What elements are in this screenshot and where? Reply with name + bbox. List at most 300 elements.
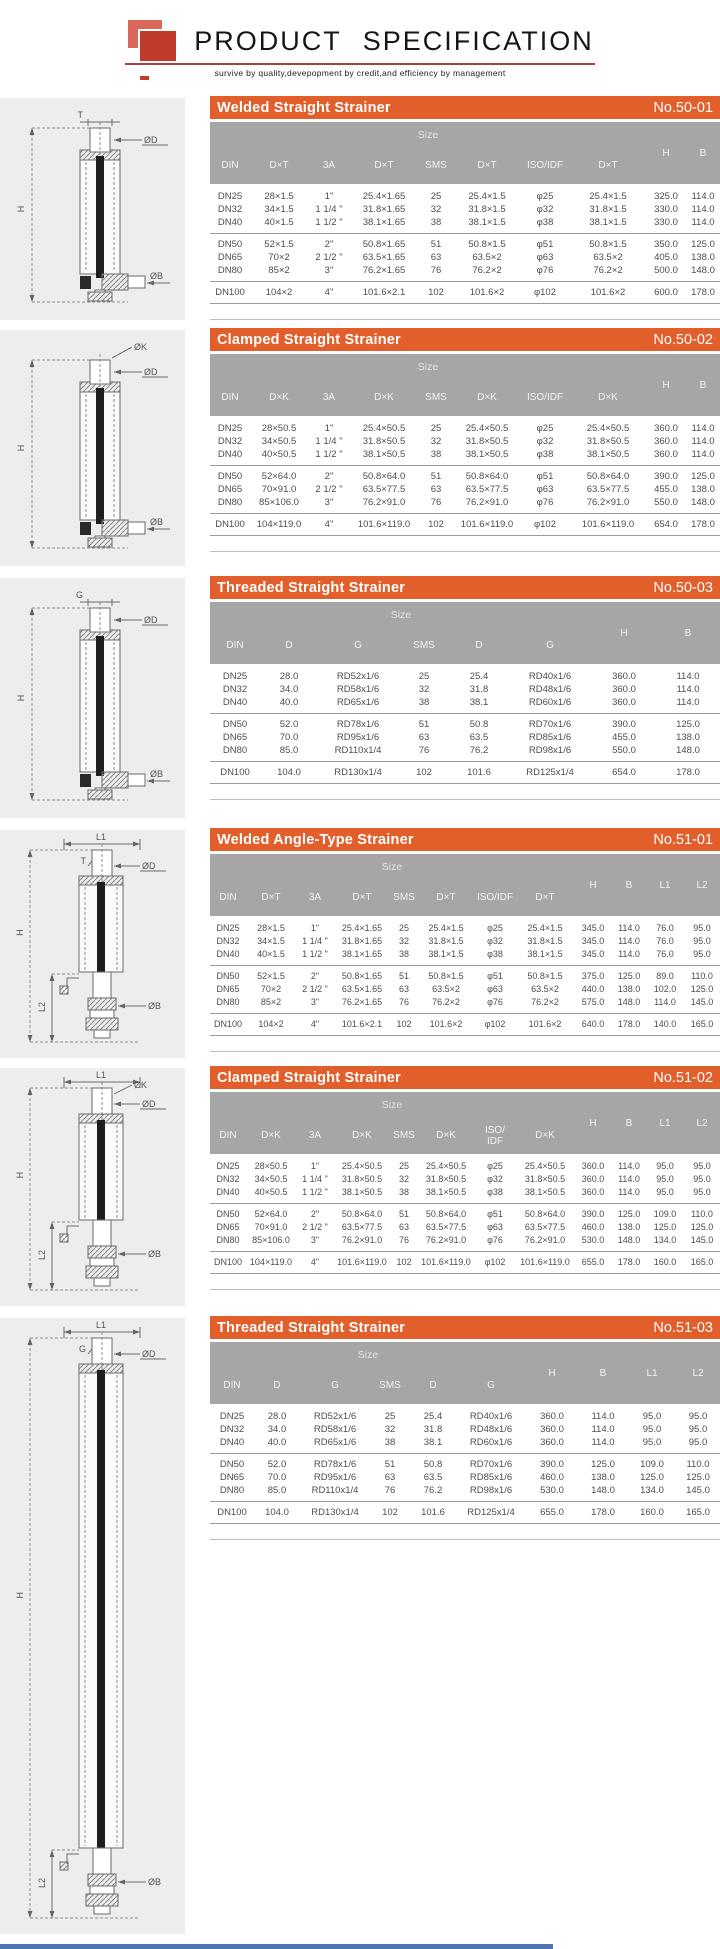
table-body bbox=[210, 1156, 720, 1274]
dim-label: H bbox=[16, 444, 26, 452]
cell: 160.0 bbox=[640, 1507, 664, 1518]
cell: 63 bbox=[430, 484, 442, 495]
dim-header: B bbox=[625, 1117, 633, 1129]
column-header: D×K bbox=[374, 392, 394, 404]
size-header: Size bbox=[381, 861, 403, 873]
column-header: D×T bbox=[598, 160, 618, 172]
cell: 4" bbox=[324, 519, 334, 530]
column-header: D bbox=[475, 640, 483, 652]
cell: 76.2×91.0 bbox=[362, 497, 406, 508]
cell: 1 1/2 " bbox=[315, 449, 343, 460]
table-end-rule bbox=[210, 1539, 720, 1540]
cell: DN40 bbox=[217, 449, 243, 460]
dim-label: L2 bbox=[37, 1249, 47, 1261]
cell: 63.5 bbox=[423, 1472, 443, 1483]
cell: 104×2 bbox=[265, 287, 293, 298]
dim-label: ØB bbox=[150, 769, 164, 779]
cell: DN100 bbox=[220, 767, 250, 778]
cell: φ32 bbox=[536, 436, 554, 447]
cell: 125.0 bbox=[591, 1459, 615, 1470]
cell: 85.0 bbox=[279, 745, 299, 756]
column-header: DIN bbox=[223, 1380, 241, 1392]
cell: 125.0 bbox=[690, 984, 714, 994]
cell: 51 bbox=[430, 471, 442, 482]
cell: RD95x1/6 bbox=[336, 732, 380, 743]
column-header: D×K bbox=[269, 392, 289, 404]
table-row bbox=[210, 1436, 720, 1449]
cell: 32 bbox=[398, 1174, 409, 1184]
cell: 178.0 bbox=[691, 287, 715, 298]
table-row bbox=[210, 435, 720, 448]
cell: 50.8×1.5 bbox=[589, 239, 627, 250]
column-header: D bbox=[285, 640, 293, 652]
cell: φ102 bbox=[484, 1019, 506, 1029]
table-row bbox=[210, 983, 720, 996]
logo-square-front bbox=[138, 29, 178, 63]
cell: DN50 bbox=[216, 971, 240, 981]
cell: 114.0 bbox=[691, 423, 715, 434]
row-group bbox=[210, 1156, 720, 1203]
cell: 2" bbox=[310, 1209, 320, 1219]
cell: 28.0 bbox=[267, 1411, 287, 1422]
cell: 125.0 bbox=[691, 471, 715, 482]
cell: 70×2 bbox=[260, 984, 282, 994]
table-number: No.50-02 bbox=[653, 331, 713, 348]
cell: 160.0 bbox=[653, 1257, 677, 1267]
cell: 360.0 bbox=[654, 436, 678, 447]
cell: 345.0 bbox=[581, 936, 605, 946]
cell: 51 bbox=[398, 1209, 409, 1219]
cell: 138.0 bbox=[617, 984, 641, 994]
dim-label: ØB bbox=[148, 1249, 162, 1259]
cell: 114.0 bbox=[591, 1411, 615, 1422]
cell: 34×50.5 bbox=[254, 1174, 288, 1184]
row-group bbox=[210, 1251, 720, 1273]
column-header: ISO/ IDF bbox=[484, 1124, 505, 1147]
section-clamped-straight-strainer-angle bbox=[0, 1066, 720, 1308]
table-row bbox=[210, 935, 720, 948]
column-header: DIN bbox=[226, 640, 244, 652]
table-row bbox=[210, 216, 720, 229]
cell: 1" bbox=[310, 1161, 320, 1171]
cell: 25.4×1.5 bbox=[589, 191, 627, 202]
cell: 110.0 bbox=[691, 1209, 713, 1219]
cell: 31.8 bbox=[423, 1424, 443, 1435]
column-header: 3A bbox=[308, 892, 322, 904]
cell: RD85x1/6 bbox=[469, 1472, 513, 1483]
cell: 76 bbox=[398, 997, 409, 1007]
row-group bbox=[210, 233, 720, 281]
column-header: ISO/IDF bbox=[526, 392, 564, 404]
page-title: PRODUCT SPECIFICATION bbox=[194, 25, 594, 56]
cell: φ51 bbox=[487, 1209, 503, 1219]
cell: 38.1×1.5 bbox=[428, 949, 464, 959]
cell: 360.0 bbox=[581, 1174, 605, 1184]
cell: 178.0 bbox=[617, 1257, 641, 1267]
cell: 31.8×50.5 bbox=[341, 1174, 383, 1184]
cell: 101.6×119.0 bbox=[581, 519, 635, 530]
dim-label: H bbox=[16, 694, 26, 702]
cell: RD40x1/6 bbox=[469, 1411, 513, 1422]
section-welded-straight-strainer bbox=[0, 96, 720, 320]
cell: 63.5×77.5 bbox=[341, 1222, 383, 1232]
cell: 101.6 bbox=[467, 767, 491, 778]
column-header: D×T bbox=[535, 892, 555, 904]
cell: 38.1×50.5 bbox=[425, 1187, 467, 1197]
spec-table bbox=[210, 1316, 720, 1540]
cell: 101.6×2.1 bbox=[341, 1019, 383, 1029]
cell: 148.0 bbox=[591, 1485, 615, 1496]
cell: DN80 bbox=[217, 497, 243, 508]
cell: φ38 bbox=[487, 1187, 503, 1197]
cell: 85×2 bbox=[268, 265, 290, 276]
column-header: SMS bbox=[425, 160, 447, 172]
cell: 101.6×2 bbox=[469, 287, 505, 298]
cell: 460.0 bbox=[581, 1222, 605, 1232]
table-row bbox=[210, 1173, 720, 1186]
cell: 95.0 bbox=[693, 936, 711, 946]
cell: 138.0 bbox=[617, 1222, 641, 1232]
cell: φ76 bbox=[536, 265, 554, 276]
cell: 114.0 bbox=[618, 1174, 640, 1184]
dim-label: ØB bbox=[150, 271, 164, 281]
cell: 101.6×119.0 bbox=[460, 519, 514, 530]
cell: 138.0 bbox=[676, 732, 700, 743]
cell: φ76 bbox=[487, 997, 503, 1007]
cell: 114.0 bbox=[591, 1437, 615, 1448]
cell: 76 bbox=[398, 1235, 409, 1245]
cell: 165.0 bbox=[690, 1257, 714, 1267]
table-header bbox=[210, 1092, 720, 1154]
cell: 125.0 bbox=[640, 1472, 664, 1483]
cell: DN40 bbox=[217, 217, 243, 228]
strainer-drawing bbox=[0, 578, 185, 818]
cell: DN100 bbox=[213, 1257, 242, 1267]
cell: RD65x1/6 bbox=[336, 697, 380, 708]
cell: 63.5×77.5 bbox=[425, 1222, 467, 1232]
dim-header: H bbox=[662, 147, 670, 159]
cell: 95.0 bbox=[693, 1161, 711, 1171]
table-body bbox=[210, 666, 720, 784]
cell: 25.4×1.5 bbox=[468, 191, 506, 202]
table-row bbox=[210, 1458, 720, 1471]
cell: 32 bbox=[384, 1424, 396, 1435]
cell: 360.0 bbox=[581, 1161, 605, 1171]
cell: 95.0 bbox=[656, 1161, 674, 1171]
cell: 114.0 bbox=[676, 671, 700, 682]
cell: RD65x1/6 bbox=[313, 1437, 357, 1448]
cell: RD52x1/6 bbox=[313, 1411, 357, 1422]
cell: 1 1/4 " bbox=[315, 436, 343, 447]
size-header: Size bbox=[417, 361, 439, 373]
table-end-rule bbox=[210, 1289, 720, 1290]
cell: 52×64.0 bbox=[254, 1209, 288, 1219]
cell: 114.0 bbox=[618, 1161, 640, 1171]
cell: DN25 bbox=[219, 1411, 245, 1422]
cell: 34.0 bbox=[279, 684, 299, 695]
row-group bbox=[210, 1406, 720, 1453]
cell: 138.0 bbox=[691, 484, 715, 495]
cell: RD130x1/4 bbox=[311, 1507, 359, 1518]
cell: 50.8 bbox=[469, 719, 489, 730]
cell: 63.5×2 bbox=[432, 984, 460, 994]
table-row bbox=[210, 1484, 720, 1497]
cell: 25.4×1.65 bbox=[341, 923, 383, 933]
cell: 40×50.5 bbox=[261, 449, 297, 460]
cell: 102 bbox=[428, 519, 444, 530]
cell: 25 bbox=[384, 1411, 396, 1422]
strainer-drawing bbox=[0, 830, 185, 1058]
table-title-bar bbox=[210, 328, 720, 351]
column-header: G bbox=[354, 640, 362, 652]
cell: 95.0 bbox=[693, 1174, 711, 1184]
cell: 145.0 bbox=[690, 1235, 714, 1245]
cell: DN40 bbox=[216, 1187, 240, 1197]
cell: 104.0 bbox=[277, 767, 301, 778]
table-row bbox=[210, 1234, 720, 1247]
dim-header: L2 bbox=[696, 1117, 708, 1129]
cell: DN65 bbox=[216, 1222, 240, 1232]
cell: φ102 bbox=[484, 1257, 506, 1267]
dim-header: H bbox=[589, 879, 597, 891]
row-group bbox=[210, 1203, 720, 1251]
cell: 134.0 bbox=[653, 1235, 677, 1245]
dim-label: ØD bbox=[142, 1349, 156, 1359]
cell: 76.2×91.0 bbox=[586, 497, 630, 508]
dim-label: ØD bbox=[142, 861, 156, 871]
cell: 165.0 bbox=[686, 1507, 710, 1518]
tagline: survive by quality,devepopment by credit,and efficiency by management bbox=[214, 68, 506, 78]
table-title-bar bbox=[210, 96, 720, 119]
cell: 114.0 bbox=[691, 449, 715, 460]
row-group bbox=[210, 186, 720, 233]
cell: 40×1.5 bbox=[257, 949, 285, 959]
cell: 654.0 bbox=[654, 519, 678, 530]
cell: 31.8×50.5 bbox=[425, 1174, 467, 1184]
section-threaded-straight-strainer-angle bbox=[0, 1316, 720, 1936]
cell: 95.0 bbox=[688, 1437, 708, 1448]
cell: DN40 bbox=[222, 697, 248, 708]
size-header: Size bbox=[357, 1349, 379, 1361]
cell: 40×1.5 bbox=[264, 217, 294, 228]
cell: 101.6×2 bbox=[429, 1019, 463, 1029]
dim-label: ØB bbox=[150, 517, 164, 527]
cell: 63.5 bbox=[469, 732, 489, 743]
cell: 104.0 bbox=[265, 1507, 289, 1518]
cell: 31.8×1.5 bbox=[468, 204, 506, 215]
strainer-drawing bbox=[0, 1318, 185, 1934]
cell: DN50 bbox=[216, 1209, 240, 1219]
cell: RD125x1/4 bbox=[467, 1507, 515, 1518]
cell: 25 bbox=[398, 923, 409, 933]
size-header: Size bbox=[417, 129, 439, 141]
cell: DN65 bbox=[222, 732, 248, 743]
cell: 530.0 bbox=[540, 1485, 564, 1496]
cell: 145.0 bbox=[690, 997, 714, 1007]
cell: RD98x1/6 bbox=[528, 745, 572, 756]
column-header: DIN bbox=[221, 160, 239, 172]
dim-label: ØD bbox=[142, 1099, 156, 1109]
cell: 178.0 bbox=[676, 767, 700, 778]
cell: RD95x1/6 bbox=[313, 1472, 357, 1483]
cell: 34×1.5 bbox=[257, 936, 285, 946]
cell: 31.8×1.5 bbox=[428, 936, 464, 946]
dim-label: ØD bbox=[144, 135, 158, 145]
footer-accent-bar bbox=[0, 1944, 553, 1949]
cell: DN40 bbox=[219, 1437, 245, 1448]
cell: 63.5×77.5 bbox=[586, 484, 630, 495]
cell: 101.6×119.0 bbox=[337, 1257, 387, 1267]
cell: 101.6×119.0 bbox=[357, 519, 411, 530]
cell: DN100 bbox=[215, 287, 245, 298]
cell: 114.0 bbox=[676, 697, 700, 708]
row-group bbox=[210, 1501, 720, 1523]
cell: RD70x1/6 bbox=[528, 719, 572, 730]
cell: 345.0 bbox=[581, 949, 605, 959]
cell: 360.0 bbox=[540, 1437, 564, 1448]
cell: 4" bbox=[310, 1257, 320, 1267]
cell: 114.0 bbox=[591, 1424, 615, 1435]
cell: φ38 bbox=[536, 449, 554, 460]
cell: 76.2×2 bbox=[531, 997, 559, 1007]
dim-header: L2 bbox=[696, 879, 708, 891]
column-header: D×T bbox=[269, 160, 289, 172]
table-header bbox=[210, 854, 720, 916]
cell: 32 bbox=[418, 684, 430, 695]
dim-label: L2 bbox=[37, 1001, 47, 1013]
column-header: DIN bbox=[219, 1130, 237, 1142]
cell: 530.0 bbox=[581, 1235, 605, 1245]
cell: 76 bbox=[384, 1485, 396, 1496]
cell: DN50 bbox=[219, 1459, 245, 1470]
cell: DN32 bbox=[217, 436, 243, 447]
table-title: Clamped Straight Strainer bbox=[217, 1069, 401, 1086]
cell: 1 1/4 " bbox=[302, 1174, 328, 1184]
column-header: D×K bbox=[598, 392, 618, 404]
cell: DN32 bbox=[216, 936, 240, 946]
column-header: DIN bbox=[221, 392, 239, 404]
cell: 50.8×64.0 bbox=[425, 1209, 467, 1219]
cell: φ63 bbox=[487, 984, 503, 994]
cell: 32 bbox=[430, 436, 442, 447]
cell: DN50 bbox=[217, 471, 243, 482]
section-welded-angle-type-strainer bbox=[0, 828, 720, 1058]
cell: 95.0 bbox=[693, 923, 711, 933]
table-row bbox=[210, 970, 720, 983]
table-header bbox=[210, 122, 720, 184]
cell: 25.4×50.5 bbox=[341, 1161, 383, 1171]
cell: DN80 bbox=[222, 745, 248, 756]
cell: 38.1 bbox=[423, 1437, 443, 1448]
column-header: SMS bbox=[425, 392, 447, 404]
cell: 50.8×64.0 bbox=[586, 471, 630, 482]
table-row bbox=[210, 696, 720, 709]
table-row bbox=[210, 448, 720, 461]
column-header: D×T bbox=[352, 892, 372, 904]
cell: 50.8×64.0 bbox=[465, 471, 509, 482]
table-body bbox=[210, 1406, 720, 1524]
cell: 655.0 bbox=[581, 1257, 605, 1267]
cell: RD78x1/6 bbox=[336, 719, 380, 730]
cell: 63 bbox=[398, 984, 409, 994]
cell: 50.8×1.5 bbox=[428, 971, 464, 981]
cell: 76.2×2 bbox=[472, 265, 502, 276]
table-end-rule bbox=[210, 799, 720, 800]
cell: 114.0 bbox=[691, 191, 715, 202]
cell: 34×50.5 bbox=[261, 436, 297, 447]
cell: 1" bbox=[324, 423, 334, 434]
column-header: 3A bbox=[322, 392, 336, 404]
drawing-panel bbox=[0, 1068, 185, 1306]
cell: 330.0 bbox=[654, 217, 678, 228]
cell: 360.0 bbox=[654, 449, 678, 460]
dim-label: H bbox=[16, 205, 26, 213]
cell: 101.6×2 bbox=[590, 287, 626, 298]
spec-table bbox=[210, 328, 720, 552]
cell: 38.1×50.5 bbox=[362, 449, 406, 460]
dim-label: ØB bbox=[148, 1001, 162, 1011]
cell: 31.8×50.5 bbox=[465, 436, 509, 447]
dim-label: L1 bbox=[95, 832, 107, 842]
cell: 25.4×50.5 bbox=[524, 1161, 566, 1171]
cell: 360.0 bbox=[581, 1187, 605, 1197]
cell: φ76 bbox=[536, 497, 554, 508]
cell: 34.0 bbox=[267, 1424, 287, 1435]
cell: 38.1×1.5 bbox=[468, 217, 506, 228]
cell: 76 bbox=[418, 745, 430, 756]
cell: 38 bbox=[430, 449, 442, 460]
cell: 51 bbox=[430, 239, 442, 250]
cell: φ38 bbox=[487, 949, 503, 959]
dim-label: ØD bbox=[144, 367, 158, 377]
table-number: No.51-02 bbox=[653, 1069, 713, 1086]
cell: 52×1.5 bbox=[264, 239, 294, 250]
cell: RD110x1/4 bbox=[334, 745, 382, 756]
cell: 32 bbox=[398, 936, 409, 946]
table-row bbox=[210, 922, 720, 935]
cell: 38.1×1.65 bbox=[362, 217, 406, 228]
dim-header: B bbox=[599, 1367, 607, 1379]
cell: φ32 bbox=[487, 936, 503, 946]
cell: RD110x1/4 bbox=[311, 1485, 359, 1496]
cell: 125.0 bbox=[691, 239, 715, 250]
row-group bbox=[210, 418, 720, 465]
cell: 1" bbox=[310, 923, 320, 933]
row-group bbox=[210, 513, 720, 535]
table-row bbox=[210, 286, 720, 299]
table-title-bar bbox=[210, 1066, 720, 1089]
cell: 1 1/2 " bbox=[315, 217, 343, 228]
cell: DN65 bbox=[216, 984, 240, 994]
dim-label: H bbox=[15, 1591, 25, 1599]
cell: 40.0 bbox=[279, 697, 299, 708]
cell: 31.8×50.5 bbox=[586, 436, 630, 447]
cell: 50.8×64.0 bbox=[524, 1209, 566, 1219]
column-header: D bbox=[273, 1380, 281, 1392]
cell: 40×50.5 bbox=[254, 1187, 288, 1197]
cell: 345.0 bbox=[581, 923, 605, 933]
spec-table bbox=[210, 96, 720, 320]
cell: 25.4×1.65 bbox=[362, 191, 406, 202]
column-header: ISO/IDF bbox=[476, 892, 514, 904]
cell: RD48x1/6 bbox=[469, 1424, 513, 1435]
cell: 109.0 bbox=[653, 1209, 677, 1219]
cell: 360.0 bbox=[612, 671, 636, 682]
column-header: DIN bbox=[219, 892, 237, 904]
spec-table bbox=[210, 576, 720, 800]
cell: 178.0 bbox=[617, 1019, 641, 1029]
cell: 76.2×2 bbox=[593, 265, 623, 276]
